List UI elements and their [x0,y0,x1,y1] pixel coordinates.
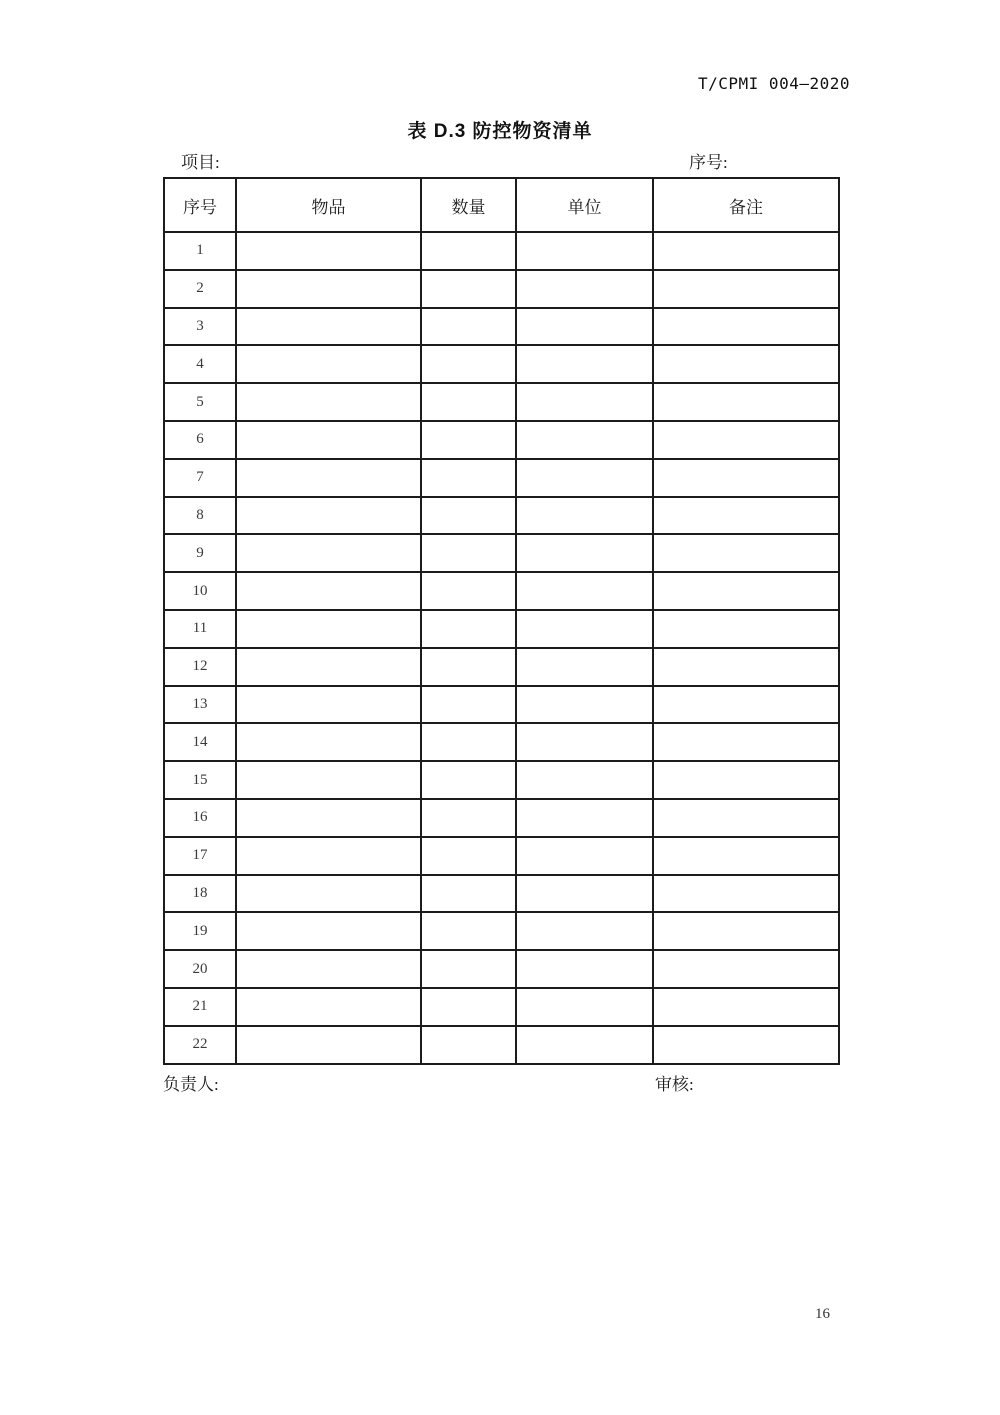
cell-serial-number: 2 [164,270,236,308]
cell-item [236,572,421,610]
table-row [164,988,839,1026]
project-label: 项目: [181,153,220,172]
cell-item [236,270,421,308]
cell-quantity [421,534,516,572]
cell-quantity [421,308,516,346]
cell-item [236,723,421,761]
table-row [164,912,839,950]
table-row [164,534,839,572]
table-row [164,497,839,535]
cell-quantity [421,421,516,459]
cell-remarks [653,837,839,875]
col-header-item: 物品 [236,178,421,232]
cell-serial-number: 17 [164,837,236,875]
cell-serial-number: 20 [164,950,236,988]
cell-serial-number: 12 [164,648,236,686]
col-header-unit: 单位 [516,178,653,232]
cell-remarks [653,308,839,346]
cell-item [236,950,421,988]
cell-unit [516,421,653,459]
cell-remarks [653,988,839,1026]
table-body [164,232,839,1064]
cell-quantity [421,799,516,837]
col-header-remarks: 备注 [653,178,839,232]
cell-item [236,232,421,270]
table-row [164,270,839,308]
cell-quantity [421,572,516,610]
cell-unit [516,270,653,308]
table-row [164,1026,839,1064]
cell-unit [516,534,653,572]
cell-quantity [421,988,516,1026]
cell-quantity [421,875,516,913]
cell-unit [516,686,653,724]
table-row [164,837,839,875]
cell-serial-number: 3 [164,308,236,346]
col-header-serial: 序号 [164,178,236,232]
cell-remarks [653,345,839,383]
cell-serial-number: 1 [164,232,236,270]
cell-remarks [653,686,839,724]
cell-unit [516,837,653,875]
cell-item [236,383,421,421]
cell-serial-number: 7 [164,459,236,497]
cell-serial-number: 13 [164,686,236,724]
cell-unit [516,875,653,913]
cell-remarks [653,610,839,648]
cell-remarks [653,950,839,988]
cell-item [236,761,421,799]
cell-serial-number: 15 [164,761,236,799]
cell-quantity [421,723,516,761]
table-row [164,950,839,988]
cell-quantity [421,1026,516,1064]
cell-remarks [653,270,839,308]
cell-remarks [653,497,839,535]
cell-unit [516,610,653,648]
cell-quantity [421,497,516,535]
cell-remarks [653,799,839,837]
cell-serial-number: 6 [164,421,236,459]
cell-unit [516,1026,653,1064]
cell-serial-number: 8 [164,497,236,535]
cell-unit [516,988,653,1026]
cell-unit [516,912,653,950]
cell-unit [516,723,653,761]
cell-unit [516,345,653,383]
cell-remarks [653,761,839,799]
cell-remarks [653,1026,839,1064]
table-row [164,875,839,913]
table-title: 表 D.3 防控物资清单 [407,121,593,142]
cell-unit [516,497,653,535]
table-row [164,761,839,799]
table-row [164,345,839,383]
cell-serial-number: 16 [164,799,236,837]
table-row [164,459,839,497]
cell-quantity [421,270,516,308]
cell-remarks [653,875,839,913]
cell-item [236,648,421,686]
cell-item [236,988,421,1026]
cell-unit [516,761,653,799]
cell-remarks [653,534,839,572]
cell-quantity [421,950,516,988]
cell-serial-number: 14 [164,723,236,761]
table-header-row [164,178,839,232]
cell-unit [516,308,653,346]
materials-table [163,177,840,1065]
cell-serial-number: 9 [164,534,236,572]
cell-item [236,799,421,837]
table-row [164,686,839,724]
cell-item [236,345,421,383]
cell-item [236,497,421,535]
cell-remarks [653,648,839,686]
cell-serial-number: 4 [164,345,236,383]
cell-item [236,459,421,497]
table-row [164,799,839,837]
cell-remarks [653,459,839,497]
table-row [164,648,839,686]
cell-item [236,686,421,724]
table-row [164,572,839,610]
cell-remarks [653,723,839,761]
cell-serial-number: 18 [164,875,236,913]
table-row [164,308,839,346]
cell-quantity [421,345,516,383]
manager-label: 负责人: [163,1075,219,1094]
reviewer-label: 审核: [655,1075,694,1094]
cell-item [236,421,421,459]
cell-quantity [421,459,516,497]
cell-remarks [653,572,839,610]
table-row [164,232,839,270]
cell-serial-number: 19 [164,912,236,950]
cell-quantity [421,837,516,875]
cell-quantity [421,686,516,724]
cell-serial-number: 11 [164,610,236,648]
cell-quantity [421,610,516,648]
cell-quantity [421,761,516,799]
cell-item [236,308,421,346]
table-row [164,723,839,761]
cell-item [236,1026,421,1064]
cell-serial-number: 21 [164,988,236,1026]
cell-remarks [653,383,839,421]
cell-unit [516,799,653,837]
cell-item [236,534,421,572]
cell-quantity [421,232,516,270]
document-code: T/CPMI 004—2020 [698,74,850,93]
cell-unit [516,459,653,497]
table-row [164,383,839,421]
page-number: 16 [815,1306,830,1322]
cell-remarks [653,912,839,950]
cell-serial-number: 10 [164,572,236,610]
serial-label: 序号: [689,153,728,172]
cell-unit [516,950,653,988]
cell-remarks [653,421,839,459]
cell-quantity [421,648,516,686]
table-row [164,421,839,459]
cell-unit [516,383,653,421]
cell-remarks [653,232,839,270]
cell-item [236,875,421,913]
cell-unit [516,572,653,610]
col-header-quantity: 数量 [421,178,516,232]
cell-item [236,837,421,875]
cell-unit [516,232,653,270]
cell-item [236,912,421,950]
cell-unit [516,648,653,686]
cell-quantity [421,912,516,950]
cell-item [236,610,421,648]
cell-quantity [421,383,516,421]
cell-serial-number: 5 [164,383,236,421]
cell-serial-number: 22 [164,1026,236,1064]
table-row [164,610,839,648]
